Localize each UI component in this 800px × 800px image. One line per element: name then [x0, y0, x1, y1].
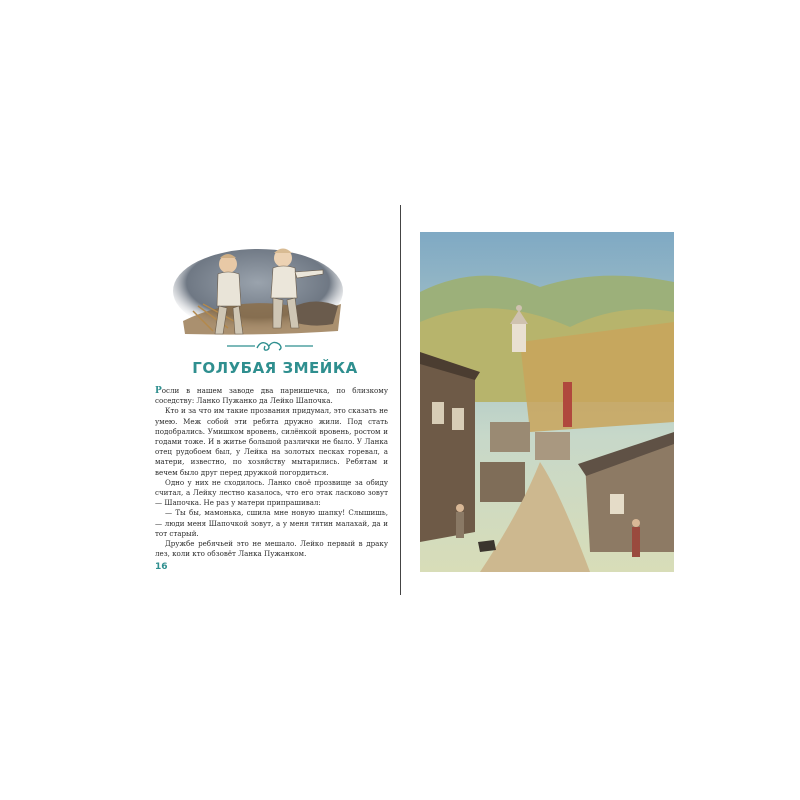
- paragraph: Росли в нашем заводе два парнишечка, по близкому соседству: Ланко Пужанко да Лейко Шапочка.: [155, 386, 388, 406]
- swirl-ornament-icon: [225, 338, 315, 354]
- village-watercolor-illustration: [420, 232, 674, 572]
- drop-cap: Р: [155, 386, 162, 396]
- paragraph: Кто и за что им такие прозвания придумал, это сказать не умею. Меж собой эти ребята дружно жили. Под стать подобрались. Умишком вровень, силёнкой вровень, ростом и годами тоже. И в житье большой различки не было. У Ланка отец рудобоем был, у Лейка на золотых песках горевал, а матери, известно, по хозяйству мытарились. Ребятам и вечем было друг перед дружкой погордиться.: [155, 406, 388, 477]
- left-page: [155, 228, 395, 588]
- story-title: ГОЛУБАЯ ЗМЕЙКА: [192, 359, 358, 377]
- page-number: 16: [155, 562, 168, 572]
- paragraph: Одно у них не сходилось. Ланко своё прозвище за обиду считал, а Лейку лестно казалось, что его этак ласково зовут — Шапочка. Не раз у матери припрашивал:: [155, 477, 388, 508]
- paragraph: — Ты бы, мамонька, сшила мне новую шапку! Слышишь, — люди меня Шапочкой зовут, а у меня тятин малахай, да и тот старый.: [155, 508, 388, 538]
- story-text: [155, 386, 388, 559]
- paragraph: Дружбе ребячьей это не мешало. Лейко первый в драку лез, коли кто обзовёт Ланка Пужанком.: [155, 539, 388, 559]
- page-gutter-divider: [400, 205, 401, 595]
